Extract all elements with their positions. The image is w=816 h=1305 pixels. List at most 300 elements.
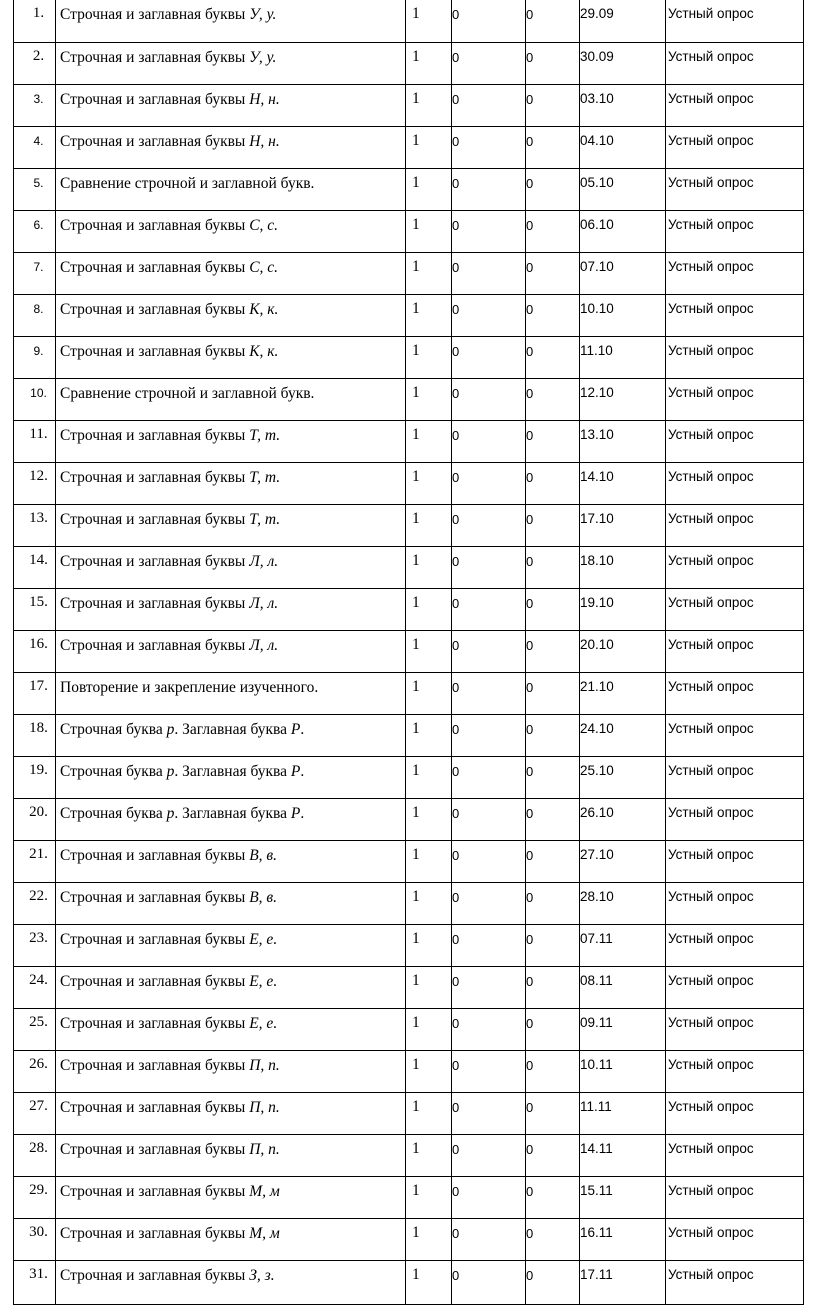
zero-cell-b: 0 bbox=[526, 1177, 580, 1219]
row-number-cell bbox=[14, 589, 56, 631]
date-cell: 07.11 bbox=[580, 925, 666, 967]
zero-cell-b: 0 bbox=[526, 673, 580, 715]
lesson-topic-cell bbox=[56, 85, 406, 127]
hours-cell: 1 bbox=[406, 505, 452, 547]
table-row bbox=[14, 1093, 804, 1135]
zero-cell-a: 0 bbox=[452, 883, 526, 925]
lesson-topic-cell bbox=[56, 421, 406, 463]
lesson-topic-text: Строчная и заглавная буквы bbox=[60, 595, 250, 612]
zero-cell-a: 0 bbox=[452, 43, 526, 85]
assessment-form-cell: Устный опрос bbox=[666, 295, 804, 337]
assessment-form-cell: Устный опрос bbox=[666, 1219, 804, 1261]
zero-cell-a: 0 bbox=[452, 421, 526, 463]
lesson-topic-text: Строчная и заглавная буквы bbox=[60, 133, 250, 150]
date-cell: 30.09 bbox=[580, 43, 666, 85]
row-number: 25. bbox=[29, 1014, 48, 1030]
row-number: 10. bbox=[30, 386, 47, 400]
date-cell: 26.10 bbox=[580, 799, 666, 841]
row-number-cell bbox=[14, 463, 56, 505]
zero-cell-a: 0 bbox=[452, 1009, 526, 1051]
row-number: 27. bbox=[29, 1098, 48, 1114]
lesson-topic-cell bbox=[56, 841, 406, 883]
lesson-topic-cell bbox=[56, 505, 406, 547]
row-number: 15. bbox=[29, 594, 48, 610]
date-cell: 14.11 bbox=[580, 1135, 666, 1177]
date-cell: 19.10 bbox=[580, 589, 666, 631]
lesson-letters: В, в. bbox=[249, 889, 278, 906]
zero-cell-b: 0 bbox=[526, 547, 580, 589]
lesson-letters: Е, е. bbox=[249, 1015, 278, 1032]
row-number: 19. bbox=[29, 762, 48, 778]
table-row bbox=[14, 1261, 804, 1305]
row-number: 2. bbox=[32, 48, 45, 64]
hours-cell: 1 bbox=[406, 1093, 452, 1135]
row-number-cell bbox=[14, 253, 56, 295]
zero-cell-b: 0 bbox=[526, 925, 580, 967]
assessment-form-cell: Устный опрос bbox=[666, 1261, 804, 1305]
date-cell: 17.10 bbox=[580, 505, 666, 547]
date-cell: 04.10 bbox=[580, 127, 666, 169]
lesson-topic-text: . Заглавная буква bbox=[174, 721, 291, 738]
row-number: 13. bbox=[29, 510, 48, 526]
row-number-cell bbox=[14, 421, 56, 463]
date-cell: 10.11 bbox=[580, 1051, 666, 1093]
lesson-letters: Л, л. bbox=[249, 553, 279, 570]
lesson-topic-text: Повторение и закрепление изученного. bbox=[60, 679, 319, 696]
row-number-cell bbox=[14, 925, 56, 967]
assessment-form-cell: Устный опрос bbox=[666, 967, 804, 1009]
lesson-letters: У, у. bbox=[249, 6, 277, 23]
lesson-topic-cell bbox=[56, 547, 406, 589]
assessment-form-cell: Устный опрос bbox=[666, 85, 804, 127]
lesson-topic-cell bbox=[56, 43, 406, 85]
table-row bbox=[14, 1135, 804, 1177]
table-row bbox=[14, 715, 804, 757]
lesson-topic-text: Строчная и заглавная буквы bbox=[60, 259, 250, 276]
zero-cell-a: 0 bbox=[452, 631, 526, 673]
lesson-letters: Е, е. bbox=[249, 973, 278, 990]
hours-cell: 1 bbox=[406, 127, 452, 169]
table-row bbox=[14, 505, 804, 547]
zero-cell-a: 0 bbox=[452, 589, 526, 631]
date-cell: 20.10 bbox=[580, 631, 666, 673]
lesson-topic-cell bbox=[56, 631, 406, 673]
lesson-letters: Р bbox=[290, 721, 301, 738]
row-number: 26. bbox=[29, 1056, 48, 1072]
zero-cell-b: 0 bbox=[526, 757, 580, 799]
table-row bbox=[14, 967, 804, 1009]
assessment-form-cell: Устный опрос bbox=[666, 253, 804, 295]
lesson-letters: р bbox=[166, 721, 175, 738]
row-number-cell bbox=[14, 1219, 56, 1261]
assessment-form-cell: Устный опрос bbox=[666, 1093, 804, 1135]
row-number-cell bbox=[14, 169, 56, 211]
zero-cell-b: 0 bbox=[526, 169, 580, 211]
row-number: 20. bbox=[29, 804, 48, 820]
lesson-topic-cell bbox=[56, 253, 406, 295]
assessment-form-cell: Устный опрос bbox=[666, 841, 804, 883]
zero-cell-a: 0 bbox=[452, 127, 526, 169]
assessment-form-cell: Устный опрос bbox=[666, 127, 804, 169]
lesson-letters: Л, л. bbox=[249, 595, 279, 612]
row-number-cell bbox=[14, 43, 56, 85]
table-row bbox=[14, 589, 804, 631]
hours-cell: 1 bbox=[406, 295, 452, 337]
lesson-topic-text: Строчная и заглавная буквы bbox=[60, 511, 250, 528]
lesson-topic-cell bbox=[56, 0, 406, 43]
zero-cell-b: 0 bbox=[526, 589, 580, 631]
lesson-topic-cell bbox=[56, 379, 406, 421]
assessment-form-cell: Устный опрос bbox=[666, 43, 804, 85]
lesson-letters: Н, н. bbox=[249, 91, 280, 108]
table-row bbox=[14, 883, 804, 925]
row-number: 14. bbox=[29, 552, 48, 568]
row-number-cell bbox=[14, 673, 56, 715]
date-cell: 11.10 bbox=[580, 337, 666, 379]
lesson-topic-text: Строчная и заглавная буквы bbox=[60, 637, 250, 654]
lesson-topic-text: . bbox=[300, 805, 305, 822]
lesson-topic-cell bbox=[56, 463, 406, 505]
row-number-cell bbox=[14, 967, 56, 1009]
zero-cell-a: 0 bbox=[452, 0, 526, 43]
lesson-topic-cell bbox=[56, 169, 406, 211]
assessment-form-cell: Устный опрос bbox=[666, 883, 804, 925]
row-number-cell bbox=[14, 337, 56, 379]
assessment-form-cell: Устный опрос bbox=[666, 0, 804, 43]
row-number-cell bbox=[14, 1177, 56, 1219]
zero-cell-a: 0 bbox=[452, 1219, 526, 1261]
lesson-topic-cell bbox=[56, 673, 406, 715]
lesson-topic-cell bbox=[56, 337, 406, 379]
assessment-form-cell: Устный опрос bbox=[666, 169, 804, 211]
row-number-cell bbox=[14, 295, 56, 337]
row-number-cell bbox=[14, 1261, 56, 1305]
zero-cell-a: 0 bbox=[452, 925, 526, 967]
zero-cell-b: 0 bbox=[526, 379, 580, 421]
table-row bbox=[14, 0, 804, 43]
hours-cell: 1 bbox=[406, 715, 452, 757]
lesson-letters: Л, л. bbox=[249, 637, 279, 654]
hours-cell: 1 bbox=[406, 673, 452, 715]
lesson-plan-table bbox=[13, 0, 804, 1305]
hours-cell: 1 bbox=[406, 883, 452, 925]
row-number: 18. bbox=[29, 720, 48, 736]
lesson-letters: К, к. bbox=[249, 343, 279, 360]
row-number-cell bbox=[14, 0, 56, 43]
zero-cell-b: 0 bbox=[526, 505, 580, 547]
hours-cell: 1 bbox=[406, 169, 452, 211]
lesson-letters: С, с. bbox=[249, 217, 279, 234]
table-body bbox=[14, 0, 804, 1305]
assessment-form-cell: Устный опрос bbox=[666, 715, 804, 757]
lesson-topic-text: . bbox=[300, 763, 305, 780]
zero-cell-a: 0 bbox=[452, 673, 526, 715]
table-row bbox=[14, 799, 804, 841]
lesson-letters: М, м bbox=[249, 1183, 280, 1200]
lesson-topic-text: Строчная и заглавная буквы bbox=[60, 973, 250, 990]
row-number-cell bbox=[14, 841, 56, 883]
zero-cell-a: 0 bbox=[452, 85, 526, 127]
date-cell: 17.11 bbox=[580, 1261, 666, 1305]
lesson-topic-cell bbox=[56, 883, 406, 925]
zero-cell-a: 0 bbox=[452, 1177, 526, 1219]
lesson-topic-text: Строчная и заглавная буквы bbox=[60, 1015, 250, 1032]
hours-cell: 1 bbox=[406, 379, 452, 421]
lesson-topic-cell bbox=[56, 211, 406, 253]
zero-cell-b: 0 bbox=[526, 85, 580, 127]
zero-cell-a: 0 bbox=[452, 841, 526, 883]
assessment-form-cell: Устный опрос bbox=[666, 1051, 804, 1093]
lesson-letters: С, с. bbox=[249, 259, 279, 276]
table-row bbox=[14, 169, 804, 211]
zero-cell-b: 0 bbox=[526, 1093, 580, 1135]
row-number: 28. bbox=[29, 1140, 48, 1156]
lesson-topic-cell bbox=[56, 1051, 406, 1093]
hours-cell: 1 bbox=[406, 1009, 452, 1051]
lesson-topic-text: Строчная и заглавная буквы bbox=[60, 1141, 250, 1158]
assessment-form-cell: Устный опрос bbox=[666, 505, 804, 547]
date-cell: 28.10 bbox=[580, 883, 666, 925]
assessment-form-cell: Устный опрос bbox=[666, 925, 804, 967]
zero-cell-b: 0 bbox=[526, 1219, 580, 1261]
row-number: 9. bbox=[33, 344, 44, 358]
row-number-cell bbox=[14, 1051, 56, 1093]
lesson-letters: К, к. bbox=[249, 301, 279, 318]
hours-cell: 1 bbox=[406, 421, 452, 463]
lesson-topic-cell bbox=[56, 1219, 406, 1261]
table-row bbox=[14, 253, 804, 295]
lesson-topic-text: Строчная и заглавная буквы bbox=[60, 1183, 250, 1200]
zero-cell-a: 0 bbox=[452, 1261, 526, 1305]
row-number-cell bbox=[14, 379, 56, 421]
lesson-topic-text: Строчная и заглавная буквы bbox=[60, 427, 250, 444]
table-row bbox=[14, 1051, 804, 1093]
lesson-topic-cell bbox=[56, 715, 406, 757]
date-cell: 21.10 bbox=[580, 673, 666, 715]
row-number: 5. bbox=[33, 176, 44, 190]
lesson-letters: р bbox=[166, 805, 175, 822]
row-number: 22. bbox=[29, 888, 48, 904]
row-number: 17. bbox=[29, 678, 48, 694]
row-number: 3. bbox=[33, 92, 44, 106]
date-cell: 12.10 bbox=[580, 379, 666, 421]
row-number-cell bbox=[14, 799, 56, 841]
row-number-cell bbox=[14, 1009, 56, 1051]
zero-cell-a: 0 bbox=[452, 253, 526, 295]
row-number: 23. bbox=[29, 930, 48, 946]
row-number: 6. bbox=[33, 218, 44, 232]
hours-cell: 1 bbox=[406, 1261, 452, 1305]
hours-cell: 1 bbox=[406, 337, 452, 379]
date-cell: 15.11 bbox=[580, 1177, 666, 1219]
lesson-topic-text: Строчная буква bbox=[60, 721, 167, 738]
assessment-form-cell: Устный опрос bbox=[666, 379, 804, 421]
table-row bbox=[14, 547, 804, 589]
lesson-topic-cell bbox=[56, 589, 406, 631]
hours-cell: 1 bbox=[406, 1177, 452, 1219]
lesson-letters: Р bbox=[290, 805, 301, 822]
date-cell: 29.09 bbox=[580, 0, 666, 43]
hours-cell: 1 bbox=[406, 799, 452, 841]
zero-cell-a: 0 bbox=[452, 1051, 526, 1093]
table-row bbox=[14, 1219, 804, 1261]
row-number: 7. bbox=[33, 260, 44, 274]
zero-cell-b: 0 bbox=[526, 253, 580, 295]
table-row bbox=[14, 211, 804, 253]
zero-cell-a: 0 bbox=[452, 295, 526, 337]
lesson-topic-text: Строчная буква bbox=[60, 805, 167, 822]
assessment-form-cell: Устный опрос bbox=[666, 1009, 804, 1051]
table-row bbox=[14, 85, 804, 127]
zero-cell-a: 0 bbox=[452, 379, 526, 421]
date-cell: 27.10 bbox=[580, 841, 666, 883]
assessment-form-cell: Устный опрос bbox=[666, 421, 804, 463]
zero-cell-a: 0 bbox=[452, 337, 526, 379]
zero-cell-a: 0 bbox=[452, 757, 526, 799]
hours-cell: 1 bbox=[406, 757, 452, 799]
zero-cell-a: 0 bbox=[452, 715, 526, 757]
hours-cell: 1 bbox=[406, 0, 452, 43]
row-number: 4. bbox=[33, 134, 44, 148]
lesson-topic-text: Строчная и заглавная буквы bbox=[60, 49, 250, 66]
zero-cell-b: 0 bbox=[526, 463, 580, 505]
zero-cell-a: 0 bbox=[452, 799, 526, 841]
lesson-topic-text: Строчная и заглавная буквы bbox=[60, 553, 250, 570]
hours-cell: 1 bbox=[406, 841, 452, 883]
zero-cell-a: 0 bbox=[452, 211, 526, 253]
zero-cell-b: 0 bbox=[526, 1009, 580, 1051]
zero-cell-b: 0 bbox=[526, 421, 580, 463]
zero-cell-b: 0 bbox=[526, 0, 580, 43]
date-cell: 25.10 bbox=[580, 757, 666, 799]
zero-cell-a: 0 bbox=[452, 1093, 526, 1135]
lesson-topic-text: . bbox=[300, 721, 305, 738]
row-number: 24. bbox=[29, 972, 48, 988]
row-number: 21. bbox=[29, 846, 48, 862]
hours-cell: 1 bbox=[406, 1219, 452, 1261]
table-row bbox=[14, 379, 804, 421]
zero-cell-b: 0 bbox=[526, 799, 580, 841]
zero-cell-b: 0 bbox=[526, 43, 580, 85]
lesson-topic-text: Строчная буква bbox=[60, 763, 167, 780]
row-number-cell bbox=[14, 883, 56, 925]
assessment-form-cell: Устный опрос bbox=[666, 211, 804, 253]
assessment-form-cell: Устный опрос bbox=[666, 1135, 804, 1177]
hours-cell: 1 bbox=[406, 1051, 452, 1093]
lesson-topic-text: . Заглавная буква bbox=[174, 763, 291, 780]
assessment-form-cell: Устный опрос bbox=[666, 589, 804, 631]
row-number-cell bbox=[14, 211, 56, 253]
assessment-form-cell: Устный опрос bbox=[666, 463, 804, 505]
table-row bbox=[14, 631, 804, 673]
row-number: 1. bbox=[32, 5, 45, 21]
lesson-topic-cell bbox=[56, 1093, 406, 1135]
lesson-topic-text: Строчная и заглавная буквы bbox=[60, 847, 250, 864]
lesson-topic-cell bbox=[56, 1135, 406, 1177]
table-row bbox=[14, 1009, 804, 1051]
hours-cell: 1 bbox=[406, 43, 452, 85]
zero-cell-b: 0 bbox=[526, 295, 580, 337]
hours-cell: 1 bbox=[406, 211, 452, 253]
lesson-letters: Н, н. bbox=[249, 133, 280, 150]
lesson-topic-text: Строчная и заглавная буквы bbox=[60, 1267, 250, 1284]
date-cell: 08.11 bbox=[580, 967, 666, 1009]
zero-cell-b: 0 bbox=[526, 337, 580, 379]
lesson-letters: У, у. bbox=[249, 49, 277, 66]
date-cell: 16.11 bbox=[580, 1219, 666, 1261]
date-cell: 03.10 bbox=[580, 85, 666, 127]
row-number-cell bbox=[14, 85, 56, 127]
assessment-form-cell: Устный опрос bbox=[666, 673, 804, 715]
zero-cell-b: 0 bbox=[526, 127, 580, 169]
lesson-topic-cell bbox=[56, 1177, 406, 1219]
lesson-topic-cell bbox=[56, 967, 406, 1009]
row-number-cell bbox=[14, 631, 56, 673]
row-number: 12. bbox=[29, 468, 48, 484]
zero-cell-a: 0 bbox=[452, 1135, 526, 1177]
zero-cell-a: 0 bbox=[452, 505, 526, 547]
lesson-letters: П, п. bbox=[249, 1099, 280, 1116]
hours-cell: 1 bbox=[406, 589, 452, 631]
table-row bbox=[14, 43, 804, 85]
lesson-letters: М, м bbox=[249, 1225, 280, 1242]
lesson-topic-text: Строчная и заглавная буквы bbox=[60, 889, 250, 906]
lesson-topic-cell bbox=[56, 799, 406, 841]
zero-cell-a: 0 bbox=[452, 169, 526, 211]
date-cell: 05.10 bbox=[580, 169, 666, 211]
row-number: 31. bbox=[29, 1266, 48, 1282]
lesson-topic-text: Сравнение строчной и заглавной букв. bbox=[60, 175, 315, 192]
zero-cell-b: 0 bbox=[526, 841, 580, 883]
zero-cell-b: 0 bbox=[526, 631, 580, 673]
zero-cell-b: 0 bbox=[526, 967, 580, 1009]
lesson-topic-text: Строчная и заглавная буквы bbox=[60, 343, 250, 360]
row-number: 11. bbox=[29, 426, 48, 442]
lesson-letters: З, з. bbox=[249, 1267, 275, 1284]
hours-cell: 1 bbox=[406, 1135, 452, 1177]
lesson-letters: Е, е. bbox=[249, 931, 278, 948]
lesson-topic-cell bbox=[56, 925, 406, 967]
table-row bbox=[14, 295, 804, 337]
row-number: 29. bbox=[29, 1182, 48, 1198]
lesson-topic-cell bbox=[56, 757, 406, 799]
assessment-form-cell: Устный опрос bbox=[666, 799, 804, 841]
zero-cell-a: 0 bbox=[452, 547, 526, 589]
date-cell: 18.10 bbox=[580, 547, 666, 589]
row-number-cell bbox=[14, 1135, 56, 1177]
table-row bbox=[14, 1177, 804, 1219]
lesson-letters: Т, т. bbox=[249, 511, 281, 528]
hours-cell: 1 bbox=[406, 967, 452, 1009]
lesson-topic-text: Строчная и заглавная буквы bbox=[60, 931, 250, 948]
lesson-topic-text: Строчная и заглавная буквы bbox=[60, 6, 250, 23]
lesson-topic-cell bbox=[56, 127, 406, 169]
assessment-form-cell: Устный опрос bbox=[666, 631, 804, 673]
zero-cell-a: 0 bbox=[452, 463, 526, 505]
zero-cell-b: 0 bbox=[526, 883, 580, 925]
zero-cell-b: 0 bbox=[526, 211, 580, 253]
table-row bbox=[14, 463, 804, 505]
table-row bbox=[14, 757, 804, 799]
lesson-letters: В, в. bbox=[249, 847, 278, 864]
lesson-topic-text: Строчная и заглавная буквы bbox=[60, 1099, 250, 1116]
row-number: 8. bbox=[33, 302, 44, 316]
hours-cell: 1 bbox=[406, 463, 452, 505]
lesson-topic-text: Сравнение строчной и заглавной букв. bbox=[60, 385, 315, 402]
zero-cell-b: 0 bbox=[526, 1051, 580, 1093]
date-cell: 24.10 bbox=[580, 715, 666, 757]
zero-cell-a: 0 bbox=[452, 967, 526, 1009]
